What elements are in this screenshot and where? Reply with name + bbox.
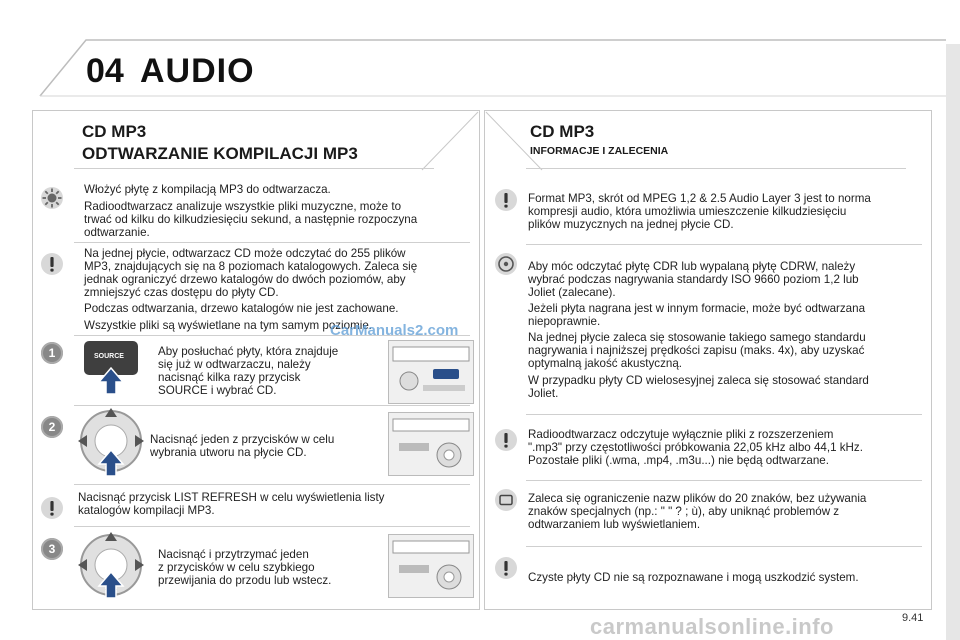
info-mp3-format: Format MP3, skrót od MPEG 1,2 & 2.5 Audio Layer 3 jest to norma kompresji audio, która umożliwia umieszczenie kilkudziesięciu plików muzycznych na jednej płycie CD. (528, 192, 871, 231)
divider (526, 480, 922, 481)
note-paragraph-3: Wszystkie pliki są wyświetlane na tym samym poziomie. (84, 319, 372, 332)
divider (74, 335, 470, 336)
step-3-badge: 3 (41, 538, 63, 560)
note-icon (494, 488, 518, 512)
info-cdr-paragraph-1: Aby móc odczytać płytę CDR lub wypalaną płytę CDRW, należy wybrać podczas nagrywania standardy ISO 9660 poziom 1,2 lub Joliet (zalecane). (528, 260, 859, 299)
divider (74, 526, 470, 527)
step-2-text: Nacisnąć jeden z przycisków w celu wybrania utworu na płycie CD. (150, 433, 335, 459)
warning-icon (494, 556, 518, 580)
divider (74, 242, 470, 243)
chapter-number: 04 (86, 52, 124, 90)
radio-unit-illustration (388, 340, 474, 404)
press-arrow-icon (96, 448, 126, 478)
note-paragraph-2: Podczas odtwarzania, drzewo katalogów nie jest zachowane. (84, 302, 399, 315)
intro-paragraph-2: Radioodtwarzacz analizuje wszystkie pliki muzyczne, może to trwać od kilku do kilkudziesięciu sekund, a następnie rozpoczyna odtwarzanie. (84, 200, 418, 239)
right-title: CD MP3 (530, 122, 595, 141)
sun-icon (40, 186, 64, 210)
site-watermark: CarManuals2.com (330, 322, 459, 339)
chapter-title: AUDIO (140, 52, 255, 90)
info-cdr-paragraph-2: Jeżeli płyta nagrana jest w innym formacie, może być odtwarzana niepoprawnie. (528, 302, 866, 328)
note-paragraph-1: Na jednej płycie, odtwarzacz CD może odczytać do 255 plików MP3, znajdujących się na 8 poziomach katalogowych. Zaleca się jednak ograniczyć drzewo katalogów do dwóch poziomów, aby zmniejszyć czas dostępu do płyty CD. (84, 247, 418, 299)
radio-unit-illustration (388, 534, 474, 598)
list-refresh-note: Nacisnąć przycisk LIST REFRESH w celu wyświetlenia listy katalogów kompilacji MP3. (78, 491, 385, 517)
warning-icon (40, 496, 64, 520)
warning-icon (494, 428, 518, 452)
press-arrow-icon (96, 570, 126, 600)
divider (74, 484, 470, 485)
footer-watermark: carmanualsonline.info (590, 614, 834, 639)
right-subtitle: INFORMACJE I ZALECENIA (530, 145, 669, 157)
divider (526, 244, 922, 245)
right-title-divider (526, 168, 906, 169)
step-2-badge: 2 (41, 416, 63, 438)
info-cdr-paragraph-3: Na jednej płycie zaleca się stosowanie takiego samego standardu nagrywania i najniższej prędkości zapisu (maks. 4x), aby uzyskać optymalną jakość akustyczną. (528, 331, 866, 370)
left-title-line2: ODTWARZANIE KOMPILACJI MP3 (82, 144, 358, 163)
step-1-text: Aby posłuchać płyty, która znajduje się już w odtwarzaczu, należy nacisnąć kilka razy przycisk SOURCE i wybrać CD. (158, 345, 339, 397)
left-title-divider (74, 168, 434, 169)
warning-icon (494, 188, 518, 212)
divider (526, 546, 922, 547)
info-file-extension: Radioodtwarzacz odczytuje wyłącznie pliki z rozszerzeniem ".mp3" przy częstotliwości próbkowania 22,05 kHz albo 44,1 kHz. Pozostałe pliki (.wma, .mp4, .m3u...) nie będą odtwarzane. (528, 428, 863, 467)
info-file-names: Zaleca się ograniczenie nazw plików do 20 znaków, bez używania znaków specjalnych (np.: " " ? ; ù), aby uniknąć problemów z odtwarzaniem lub wyświetlaniem. (528, 492, 867, 531)
step-1-badge: 1 (41, 342, 63, 364)
divider (526, 414, 922, 415)
info-cdr-paragraph-4: W przypadku płyty CD wielosesyjnej zaleca się stosować standard Joliet. (528, 374, 869, 400)
left-title-line1: CD MP3 (82, 122, 147, 141)
step-3-text: Nacisnąć i przytrzymać jeden z przycisków w celu szybkiego przewijania do przodu lub wstecz. (158, 548, 332, 587)
disc-icon (494, 252, 518, 276)
radio-unit-illustration (388, 412, 474, 476)
info-blank-cd: Czyste płyty CD nie są rozpoznawane i mogą uszkodzić system. (528, 571, 859, 584)
press-arrow-icon (96, 366, 126, 396)
intro-paragraph-1: Włożyć płytę z kompilacją MP3 do odtwarzacza. (84, 183, 331, 196)
page-edge-bar (946, 44, 960, 640)
source-button-label: SOURCE (94, 353, 124, 360)
page-number: 9.41 (902, 612, 924, 624)
warning-icon (40, 252, 64, 276)
left-panel-corner (420, 110, 480, 172)
